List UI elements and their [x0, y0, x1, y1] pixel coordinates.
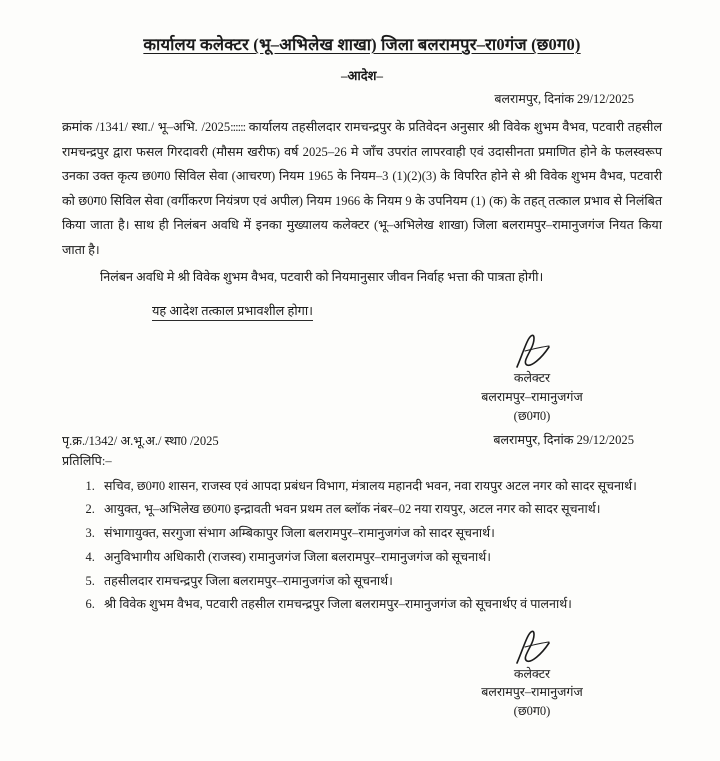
page-title: कार्यालय कलेक्टर (भू–अभिलेख शाखा) जिला बलरामपुर–रा0गंज (छ0ग0)	[143, 35, 581, 54]
recipients-list	[62, 476, 662, 615]
header-place-date: बलरामपुर, दिनांक 29/12/2025	[494, 92, 634, 107]
signature-state-2: (छ0ग0)	[513, 704, 551, 719]
endorsement-place-date: बलरामपुर, दिनांक 29/12/2025	[493, 433, 634, 448]
list-item: 4. अनुविभागीय अधिकारी (राजस्व) रामानुजगंज जिला बलरामपुर–रामानुजगंज को सूचनार्थ।	[98, 547, 662, 567]
effective-line-wrap	[62, 291, 662, 321]
list-item: 6. श्री विवेक शुभम वैभव, पटवारी तहसील रामचन्द्रपुर जिला बलरामपुर–रामानुजगंज को सूचनार्थए वं पालनार्थ।	[98, 594, 662, 614]
signature-designation-1: कलेक्टर	[513, 371, 551, 386]
signature-designation-2: कलेक्टर	[513, 666, 551, 681]
endorsement-left	[62, 431, 219, 471]
list-item: 1. सचिव, छ0ग0 शासन, राजस्व एवं आपदा प्रबंधन विभाग, मंत्रालय महानदी भवन, नवा रायपुर अटल नगर को सादर सूचनार्थ।	[98, 476, 662, 496]
signature-block-1	[412, 335, 652, 425]
document-body	[62, 34, 662, 721]
signature-place-1: बलरामपुर–रामानुजगंज	[481, 389, 583, 404]
memo-number: क्रमांक /1341/ स्था./ भू–अभि. /2025 ::::::	[62, 120, 245, 134]
main-paragraph-2: निलंबन अवधि मे श्री विवेक शुभम वैभव, पटवारी को नियमानुसार जीवन निर्वाह भत्ता की पात्रता होगी।	[100, 269, 544, 284]
signature-mark-icon	[412, 335, 652, 369]
signature-state-1: (छ0ग0)	[513, 408, 551, 423]
main-paragraph-1-text: कार्यालय तहसीलदार रामचन्द्रपुर के प्रतिवेदन अनुसार श्री विवेक शुभम वैभव, पटवारी तहसील रामचन्द्रपुर द्वारा फसल गिरदावरी (मौसम खरीफ) वर्ष 2025–26 मे जाँच उपरांत लापरवाही एवं उदासीनता प्रमाणित होने के फलस्वरूप उनका उक्त कृत्य छ0ग0 सिविल सेवा (आचरण) नियम 1965 के नियम–3 (1)(2)(3) के विपरित होने से श्री विवेक शुभम वैभव, पटवारी को छ0ग0 सिविल सेवा (वर्गीकरण नियंत्रण एवं अपील) नियम 1966 के नियम 9 के उपनियम (1) (क) के तहत् तत्काल प्रभाव से निलंबित किया जाता है। साथ ही निलंबन अवधि में इनका मुख्यालय कलेक्टर (भू–अभिलेख शाखा) जिला बलरामपुर–रामानुजगंज नियत किया जाता है।	[62, 120, 662, 257]
copy-to-label: प्रतिलिपि:–	[62, 454, 112, 469]
endorsement-row	[62, 431, 662, 471]
order-heading: –आदेश–	[340, 68, 384, 84]
list-item: 2. आयुक्त, भू–अभिलेख छ0ग0 इन्द्रावती भवन प्रथम तल ब्लॉक नंबर–02 नया रायपुर, अटल नगर को सादर सूचनार्थ।	[98, 499, 662, 519]
main-paragraph-1	[62, 115, 662, 262]
list-item: 3. संभागायुक्त, सरगुजा संभाग अम्बिकापुर जिला बलरामपुर–रामानुजगंज को सादर सूचनार्थ।	[98, 523, 662, 543]
effective-line: यह आदेश तत्काल प्रभावशील होगा।	[152, 301, 313, 321]
signature-mark-icon	[412, 631, 652, 665]
endorsement-number: पृ.क्र./1342/ अ.भू.अ./ स्था0 /2025	[62, 434, 219, 449]
list-item: 5. तहसीलदार रामचन्द्रपुर जिला बलरामपुर–रामानुजगंज को सूचनार्थ।	[98, 571, 662, 591]
signature-block-2	[412, 631, 652, 721]
signature-place-2: बलरामपुर–रामानुजगंज	[481, 685, 583, 700]
